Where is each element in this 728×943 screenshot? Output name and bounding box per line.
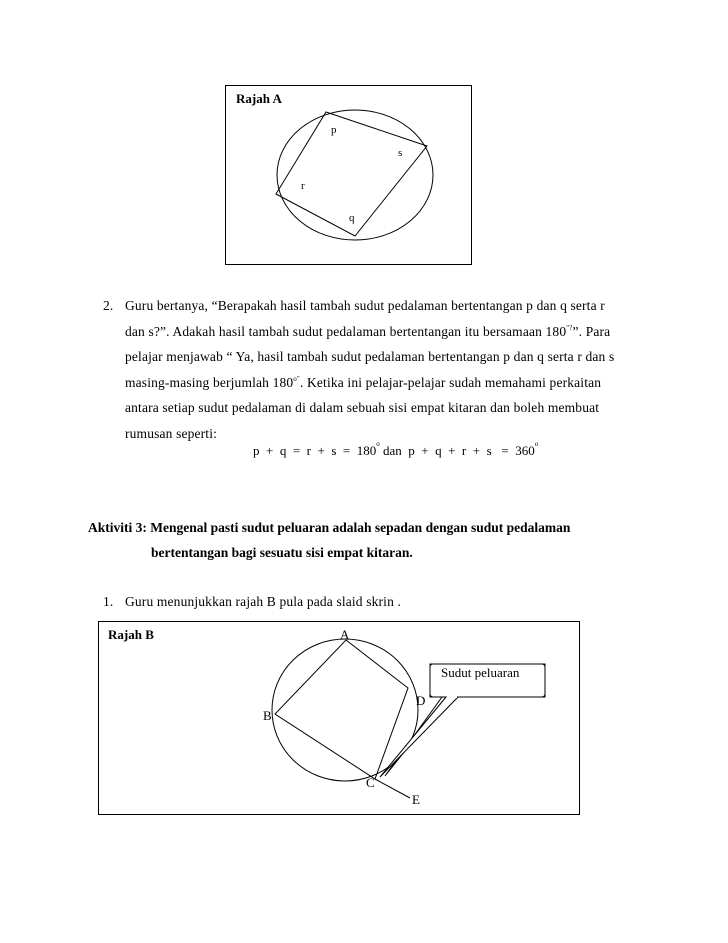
item-2-line-1: Guru bertanya, “Berapakah hasil tambah sudut pedalaman bertentangan p dan q serta r [125,298,605,313]
figure-b-title: Rajah B [108,627,154,642]
aktiviti-3-heading-line-1: Aktiviti 3: Mengenal pasti sudut peluaran adalah sepadan dengan sudut pedalaman [88,520,571,535]
item-2-line-2: dan s?”. Adakah hasil tambah sudut pedalaman bertentangan itu bersamaan 180"?”. Para [125,323,611,339]
item-2-line-5: antara setiap sudut pedalaman di dalam sebuah sisi empat kitaran dan boleh membuat [125,400,600,415]
aktiviti-3-heading-line-2: bertentangan bagi sesuatu sisi empat kitaran. [151,545,413,560]
point-label-a: A [340,627,350,642]
point-label-e: E [412,792,420,807]
item-2-line-4: masing-masing berjumlah $180^{o"}$. Ketika ini pelajar-pelajar sudah memahami perkaitan [125,374,602,390]
angle-label-r: r [301,180,305,192]
item-1-text: Guru menunjukkan rajah B pula pada slaid skrin . [125,594,402,609]
item-1-number: 1. [103,594,114,609]
point-label-b: B [263,708,272,723]
formula: p + q = r + s = 180$^o$ dan p + q + r + s = 360$^o$ [253,440,539,458]
extended-line-b-e [375,779,410,798]
point-label-d: D [416,693,426,708]
figure-a-title: Rajah A [236,91,282,106]
callout-text: Sudut peluaran [441,665,520,680]
angle-label-p: p [331,124,337,136]
callout-tail [380,697,458,777]
item-2-number: 2. [103,298,114,313]
item-2-line-3: pelajar menjawab “ Ya, hasil tambah sudut pedalaman bertentangan p dan q serta r dan s [125,349,615,364]
angle-label-s: s [398,147,403,159]
figure-b-quadrilateral [275,640,408,779]
item-2-line-6: rumusan seperti: [125,425,218,441]
point-label-c: C [366,775,375,790]
angle-label-q: q [349,212,355,224]
